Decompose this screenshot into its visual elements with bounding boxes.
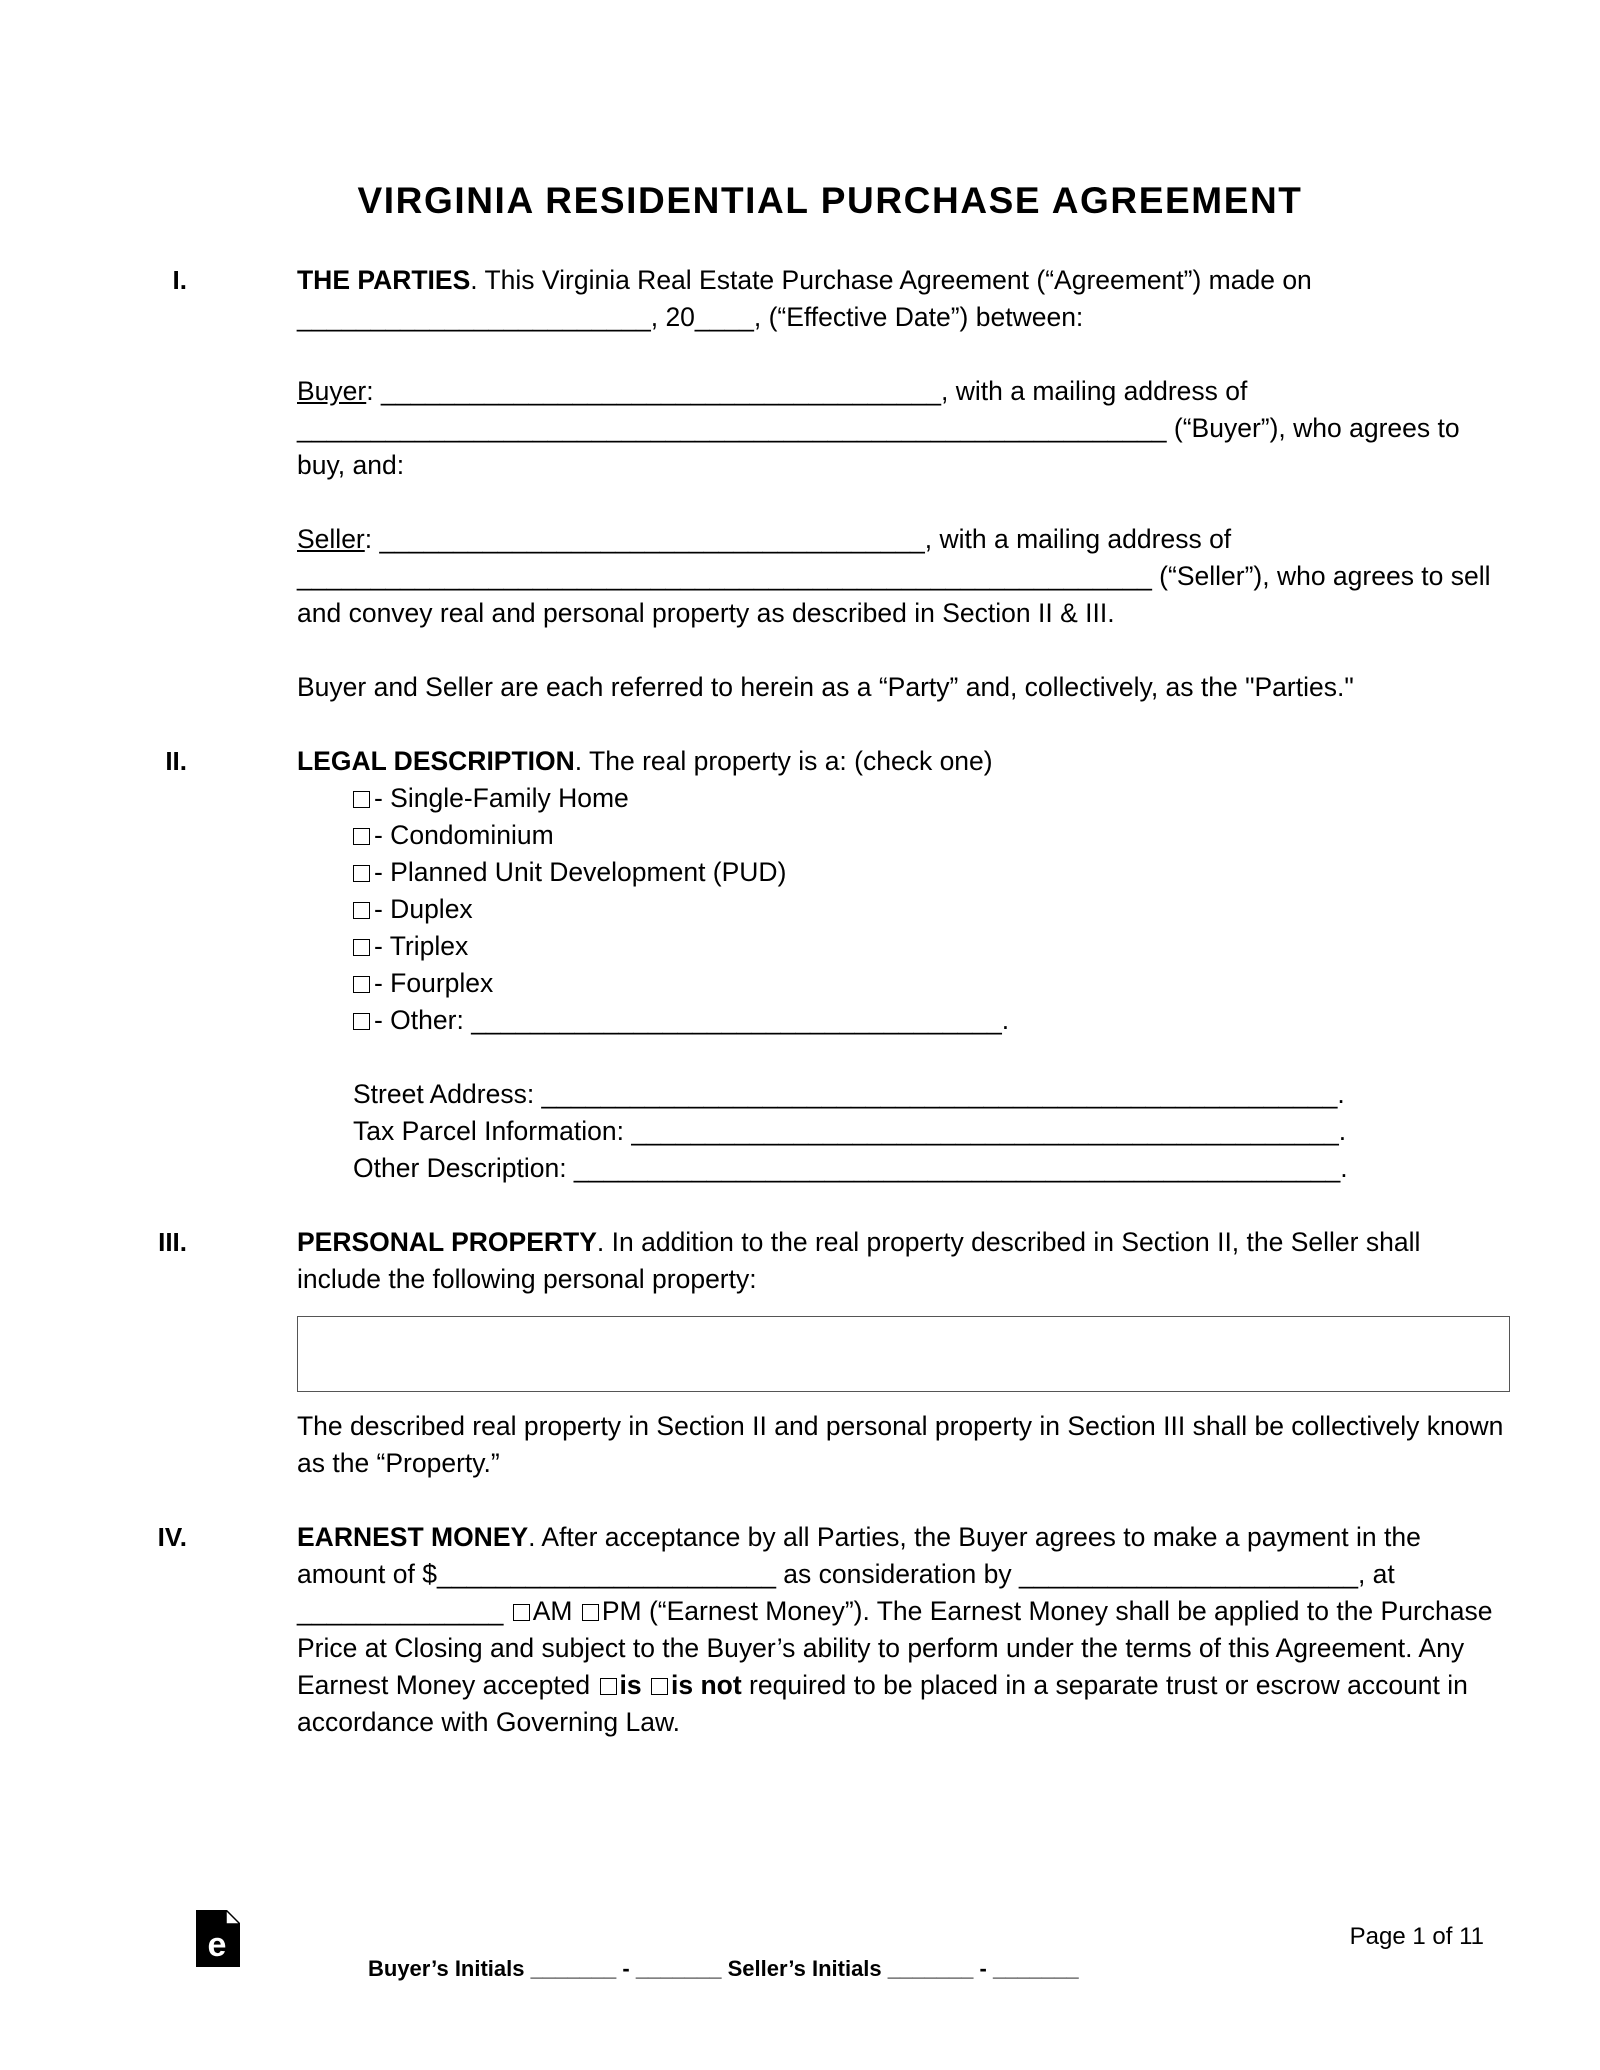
section-four-content xyxy=(195,1519,1600,1741)
checkbox-icon[interactable] xyxy=(353,902,370,919)
buyer-label: Buyer xyxy=(297,376,367,406)
checkbox-option-condominium[interactable] xyxy=(353,817,1510,854)
page-number: Page 1 of 11 xyxy=(1349,1923,1484,1950)
pm-label: PM xyxy=(601,1596,642,1626)
spacer xyxy=(297,1482,1510,1519)
section-numeral-i: I. xyxy=(172,265,187,295)
section-three-content xyxy=(195,1224,1600,1519)
earnest-money-tail: required to be placed in a separate trust or escrow account in accordance with Governing Law. xyxy=(297,1670,1468,1737)
checkbox-label: - Condominium xyxy=(374,820,554,850)
checkbox-pm-icon[interactable] xyxy=(582,1604,599,1621)
personal-property-textbox[interactable] xyxy=(297,1316,1510,1392)
checkbox-icon[interactable] xyxy=(353,865,370,882)
other-description-line[interactable]: Other Description: ____________________________________________________. xyxy=(353,1153,1348,1183)
seller-label: Seller xyxy=(297,524,365,554)
checkbox-label: - Triplex xyxy=(374,931,469,961)
section-numeral-iii: III. xyxy=(158,1227,187,1257)
checkbox-is-not-icon[interactable] xyxy=(651,1678,668,1695)
section-one-heading: THE PARTIES xyxy=(297,265,471,295)
eforms-logo-icon xyxy=(196,1910,240,1967)
checkbox-am-icon[interactable] xyxy=(513,1604,530,1621)
spacer xyxy=(297,484,1510,521)
checkbox-icon[interactable] xyxy=(353,791,370,808)
spacer xyxy=(297,336,1510,373)
personal-property-intro xyxy=(297,1224,1510,1298)
parties-definition-paragraph: Buyer and Seller are each referred to herein as a “Party” and, collectively, as the "Parties." xyxy=(297,672,1354,702)
checkbox-label: - Other: ____________________________________. xyxy=(374,1005,1010,1035)
spacer xyxy=(297,632,1510,669)
checkbox-icon[interactable] xyxy=(353,939,370,956)
section-earnest-money xyxy=(0,1519,1600,1741)
checkbox-icon[interactable] xyxy=(353,828,370,845)
property-address-block xyxy=(297,1076,1510,1187)
section-two-heading: LEGAL DESCRIPTION xyxy=(297,746,575,776)
section-legal-description xyxy=(0,743,1600,1224)
checkbox-option-other[interactable] xyxy=(353,1002,1510,1039)
checkbox-label: - Planned Unit Development (PUD) xyxy=(374,857,787,887)
seller-line-2: __________________________________________________________ (“Seller”), who agrees to sell and convey real and personal property as described in Section II & III. xyxy=(297,561,1491,628)
earnest-money-after-ampm: (“Earnest Money”). The Earnest Money shall be applied to the Purchase Price at Closing and subject to the Buyer’s ability to perform under the terms of this Agreement. Any Earnest Money accepted xyxy=(297,1596,1493,1700)
initials-line[interactable]: Buyer’s Initials _______ - _______ Seller’s Initials _______ - _______ xyxy=(368,1956,1079,1981)
document-body xyxy=(0,262,1600,1741)
checkbox-icon[interactable] xyxy=(353,976,370,993)
section-three-heading: PERSONAL PROPERTY xyxy=(297,1227,597,1257)
buyer-line: : ______________________________________, with a mailing address of xyxy=(366,376,1248,406)
svg-text:e: e xyxy=(207,1926,227,1964)
spacer xyxy=(297,706,1510,743)
checkbox-option-duplex[interactable] xyxy=(353,891,1510,928)
parties-intro-paragraph xyxy=(297,262,1510,336)
page-title: VIRGINIA RESIDENTIAL PURCHASE AGREEMENT xyxy=(357,180,1303,221)
is-not-label: is not xyxy=(671,1670,742,1700)
seller-line: : _____________________________________, with a mailing address of xyxy=(364,524,1232,554)
checkbox-option-single-family[interactable] xyxy=(353,780,1510,817)
section-one-content xyxy=(195,262,1600,743)
section-two-intro-rest: . The real property is a: (check one) xyxy=(574,746,993,776)
buyer-line-2: ___________________________________________________________ (“Buyer”), who agrees to buy, and: xyxy=(297,413,1460,480)
section-numeral-ii: II. xyxy=(165,746,187,776)
tax-parcel-line[interactable]: Tax Parcel Information: ________________________________________________. xyxy=(353,1116,1347,1146)
checkbox-option-fourplex[interactable] xyxy=(353,965,1510,1002)
checkbox-label: - Single-Family Home xyxy=(374,783,629,813)
section-two-content xyxy=(195,743,1600,1224)
property-type-checkbox-list xyxy=(297,780,1510,1039)
section-one-intro-rest: . This Virginia Real Estate Purchase Agreement (“Agreement”) made on ________________________, 20____, (“Effective Date”) between: xyxy=(297,265,1312,332)
legal-description-intro xyxy=(297,743,1510,780)
checkbox-is-icon[interactable] xyxy=(600,1678,617,1695)
seller-paragraph xyxy=(297,521,1510,632)
section-four-heading: EARNEST MONEY xyxy=(297,1522,529,1552)
spacer xyxy=(297,1187,1510,1224)
checkbox-option-pud[interactable] xyxy=(353,854,1510,891)
spacer xyxy=(297,1039,1510,1076)
section-numeral-iv: IV. xyxy=(157,1522,187,1552)
street-address-line[interactable]: Street Address: ______________________________________________________. xyxy=(353,1079,1345,1109)
am-label: AM xyxy=(532,1596,573,1626)
section-the-parties xyxy=(0,262,1600,743)
property-definition-paragraph: The described real property in Section II and personal property in Section III shall be collectively known as the “Property.” xyxy=(297,1411,1504,1478)
buyer-paragraph xyxy=(297,373,1510,484)
earnest-money-line-1: . After acceptance by all Parties, the Buyer agrees to make a payment in the amount of $_______________________ as consideration by _______________________, at ______________ xyxy=(297,1522,1421,1626)
page-footer xyxy=(0,1890,1600,2020)
section-personal-property xyxy=(0,1224,1600,1519)
earnest-money-paragraph xyxy=(297,1519,1510,1741)
is-label: is xyxy=(619,1670,642,1700)
checkbox-option-triplex[interactable] xyxy=(353,928,1510,965)
section-three-intro-rest: . In addition to the real property described in Section II, the Seller shall include the following personal property: xyxy=(297,1227,1421,1294)
checkbox-label: - Duplex xyxy=(374,894,473,924)
checkbox-label: - Fourplex xyxy=(374,968,494,998)
checkbox-icon[interactable] xyxy=(353,1013,370,1030)
